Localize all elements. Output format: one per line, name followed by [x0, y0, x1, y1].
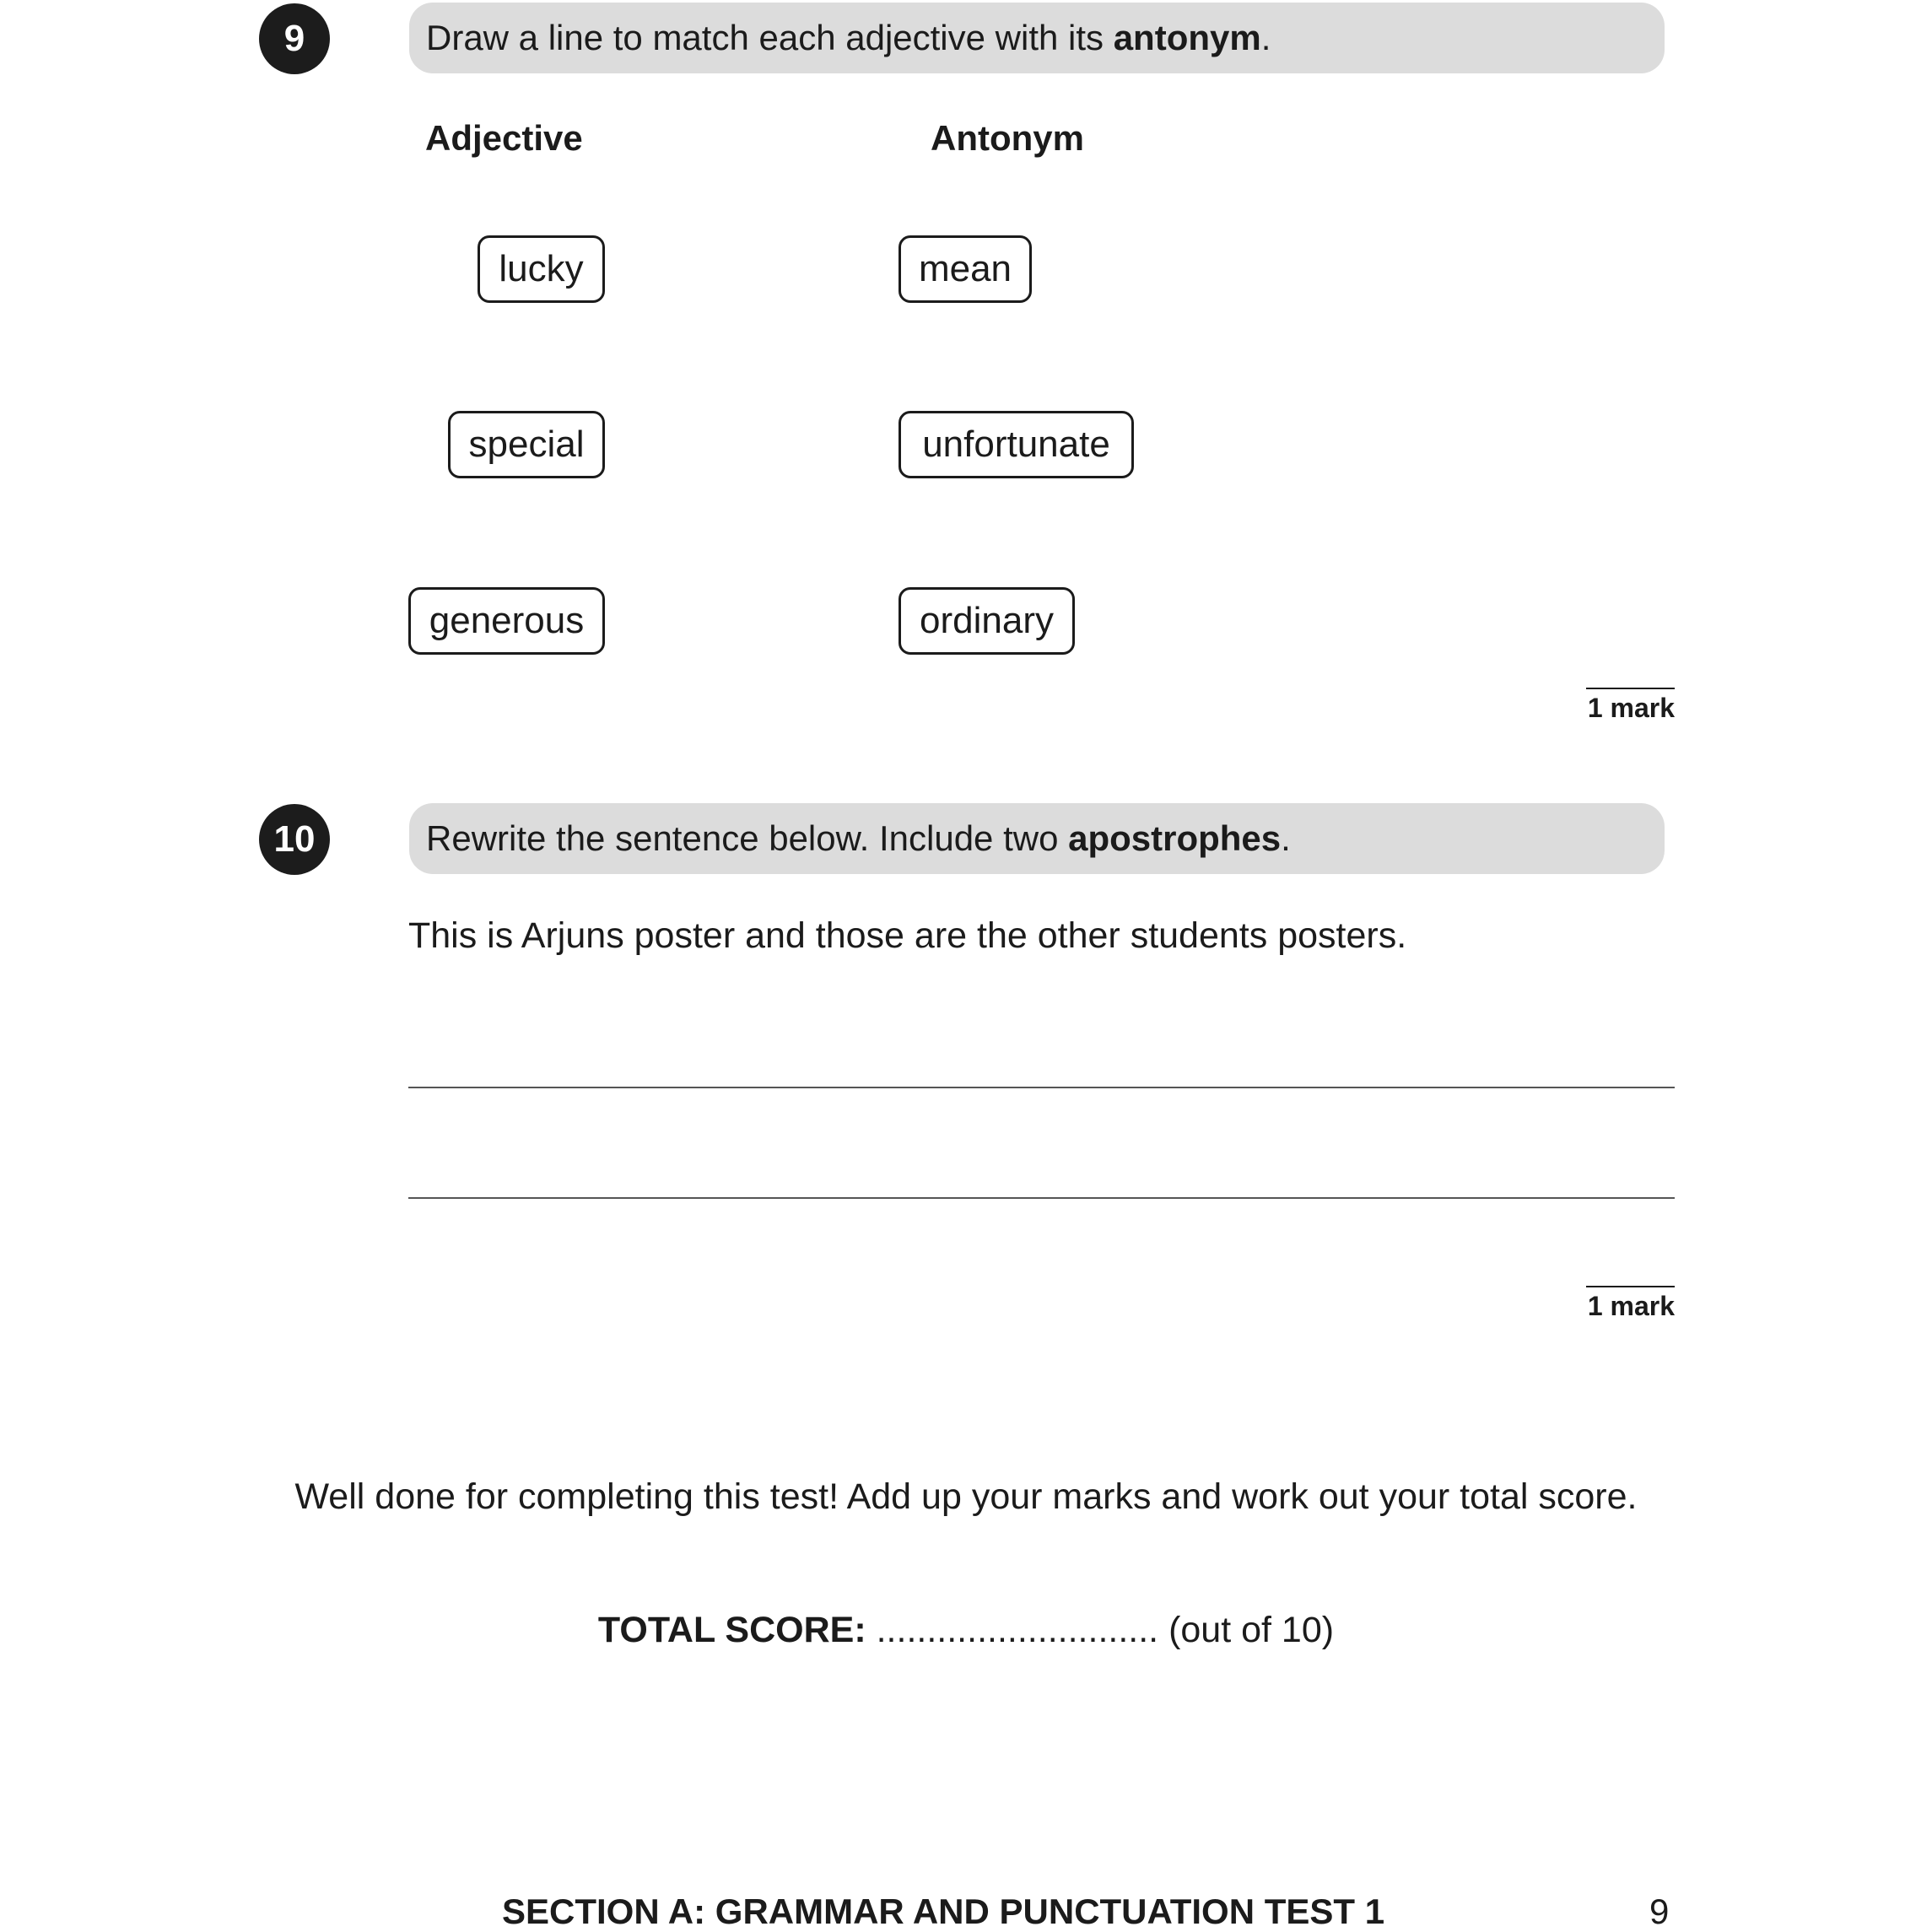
total-score-label: TOTAL SCORE:: [597, 1610, 866, 1650]
antonym-box-mean[interactable]: mean: [899, 235, 1032, 303]
q10-instruction-keyword: apostrophes: [1068, 818, 1282, 858]
adjective-box-lucky[interactable]: lucky: [478, 235, 605, 303]
q10-mark: 1 mark: [1586, 1286, 1675, 1322]
adjective-heading: Adjective: [425, 118, 583, 158]
antonym-heading: Antonym: [931, 118, 1084, 158]
q9-mark: 1 mark: [1586, 688, 1675, 724]
question-10-instruction: [409, 803, 1665, 874]
completion-message: Well done for completing this test! Add up your marks and work out your total score.: [294, 1476, 1638, 1517]
question-9-number: 9: [259, 3, 330, 74]
q10-instruction-text: Rewrite the sentence below. Include two: [426, 818, 1069, 858]
question-9-instruction: [409, 3, 1665, 73]
question-10-number: 10: [259, 804, 330, 875]
q10-instruction-end: .: [1281, 818, 1291, 858]
q9-instruction-keyword: antonym: [1113, 18, 1261, 57]
q9-instruction-end: .: [1260, 18, 1271, 57]
adjective-box-generous[interactable]: generous: [408, 587, 605, 655]
total-score-suffix: (out of 10): [1168, 1610, 1335, 1650]
section-footer: SECTION A: GRAMMAR AND PUNCTUATION TEST 1: [502, 1892, 1385, 1931]
total-score-blank[interactable]: ............................: [876, 1610, 1159, 1650]
adjective-box-special[interactable]: special: [448, 411, 605, 478]
q10-sentence: This is Arjuns poster and those are the other students posters.: [408, 915, 1407, 956]
antonym-box-ordinary[interactable]: ordinary: [899, 587, 1075, 655]
q9-instruction-text: Draw a line to match each adjective with its: [426, 18, 1114, 57]
answer-line-2[interactable]: [408, 1197, 1675, 1199]
total-score-line: [0, 1610, 1932, 1651]
antonym-box-unfortunate[interactable]: unfortunate: [899, 411, 1134, 478]
page-number: 9: [1649, 1892, 1670, 1931]
answer-line-1[interactable]: [408, 1087, 1675, 1088]
